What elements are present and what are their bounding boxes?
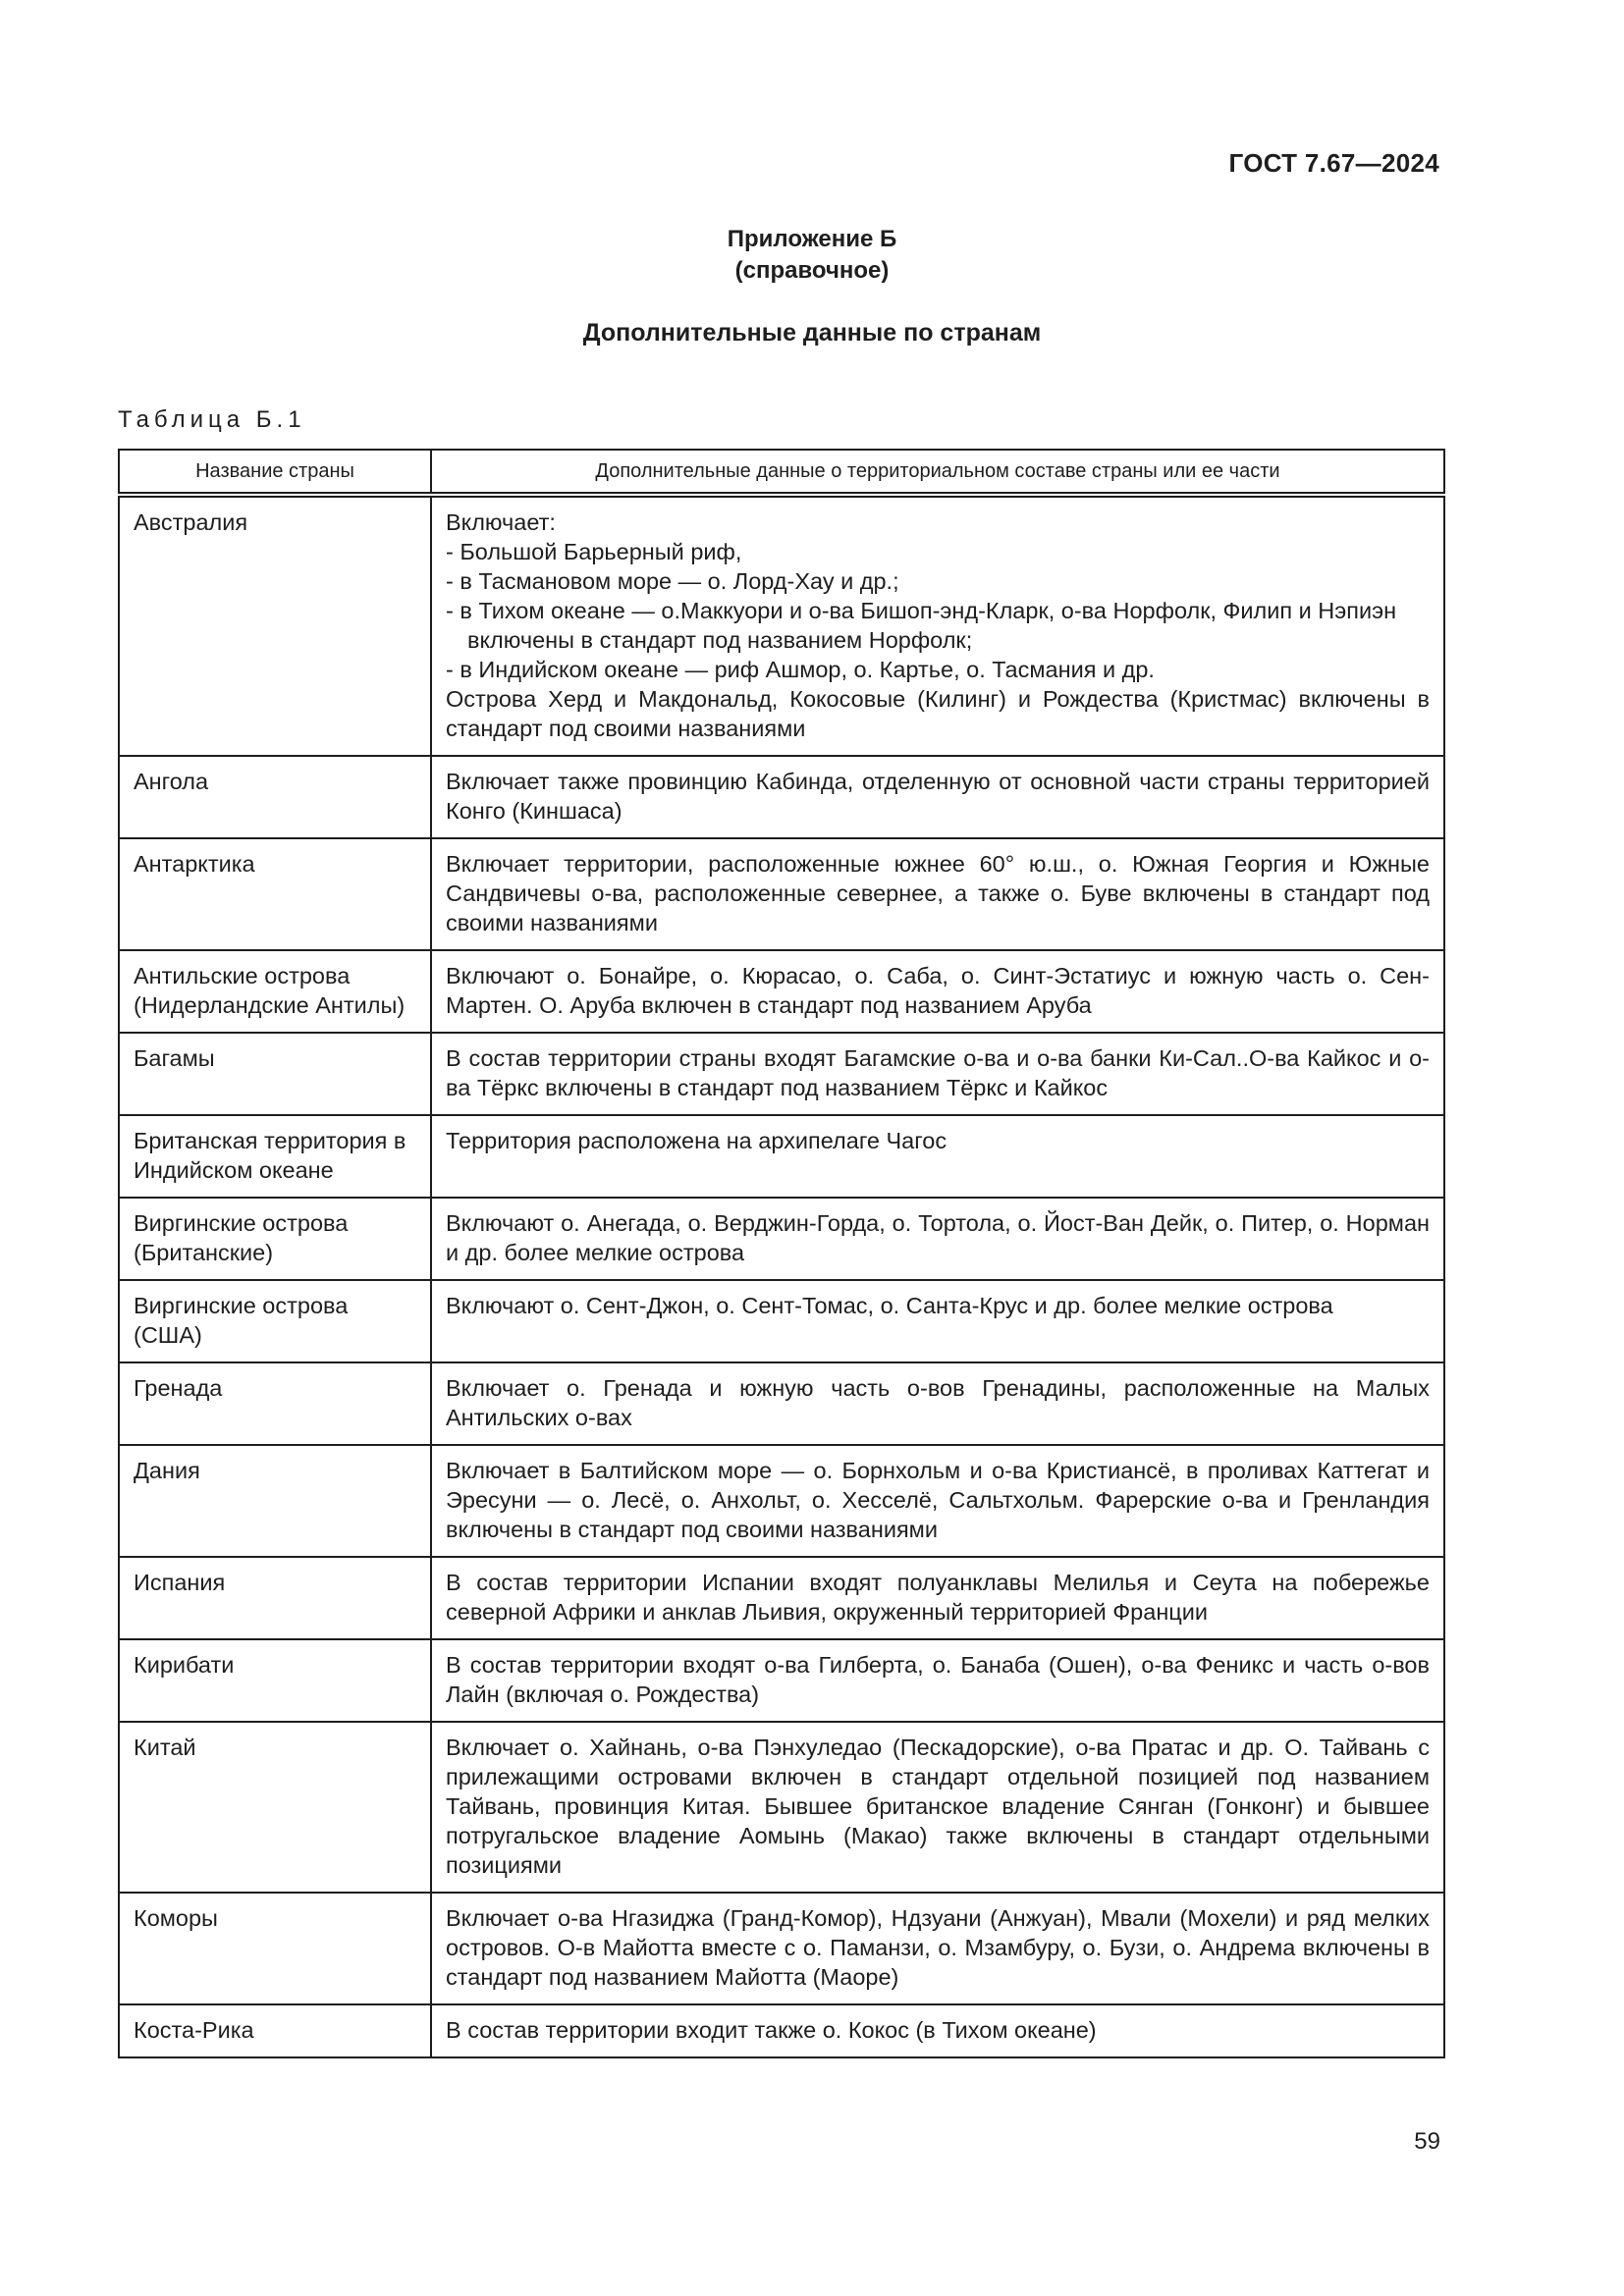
table-row [119,1033,1444,1115]
table-header-row [119,450,1444,495]
country-details-cell: Включают о. Бонайре, о. Кюрасао, о. Саба, о. Синт-Эстатиус и южную часть о. Сен-Мартен. О. Аруба включен в стандарт под названием Аруба [431,950,1444,1033]
section-title: Дополнительные данные по странам [582,319,1042,347]
details-intro: Включает: [446,509,556,535]
country-name-cell: Багамы [119,1033,431,1115]
document-code: ГОСТ 7.67—2024 [1228,148,1439,178]
country-details-cell: В состав территории Испании входят полуанклавы Мелилья и Сеута на побережье северной Африки и анклав Льивия, окруженный территорией Франции [431,1557,1444,1639]
table-row [119,1722,1444,1893]
table-row [119,950,1444,1033]
table-row [119,1639,1444,1722]
column-header-country: Название страны [119,450,431,495]
details-outro: Острова Херд и Макдональд, Кокосовые (Килинг) и Рождества (Кристмас) включены в стандарт под своими названиями [446,686,1430,741]
country-name-cell: Коста-Рика [119,2004,431,2057]
table-caption: Таблица Б.1 [118,406,306,433]
country-details-cell [431,495,1444,756]
country-details-cell: Территория расположена на архипелаге Чагос [431,1115,1444,1198]
country-details-cell: В состав территории входят о-ва Гилберта, о. Банаба (Ошен), о-ва Феникс и часть о-вов Лайн (включая о. Рождества) [431,1639,1444,1722]
page-number: 59 [1414,2128,1440,2155]
table-row [119,756,1444,838]
country-name-cell: Испания [119,1557,431,1639]
table-row [119,1893,1444,2004]
country-name-cell: Коморы [119,1893,431,2004]
table-row [119,1557,1444,1639]
country-name-cell: Гренада [119,1362,431,1445]
country-details-cell: Включает о. Хайнань, о-ва Пэнхуледао (Пескадорские), о-ва Пратас и др. О. Тайвань с прилежащими островами включен в стандарт отдельной позицией под названием Тайвань, провинция Китая. Бывшее британское владение Сянган (Гонконг) и бывшее потругальское владение Аомынь (Макао) также включены в стандарт отдельными позициями [431,1722,1444,1893]
country-details-cell: Включает о. Гренада и южную часть о-вов Гренадины, расположенные на Малых Антильских о-вах [431,1362,1444,1445]
table-row [119,2004,1444,2057]
column-header-details: Дополнительные данные о территориальном составе страны или ее части [431,450,1444,495]
country-name-cell: Антарктика [119,838,431,950]
country-name-cell: Британская территория в Индийском океане [119,1115,431,1198]
country-details-cell: Включает в Балтийском море — о. Борнхольм и о-ва Кристиансё, в проливах Каттегат и Эресуни — о. Лесё, о. Анхольт, о. Хесселё, Сальтхольм. Фарерские о-ва и Гренландия включены в стандарт под своими названиями [431,1445,1444,1557]
country-name-cell: Виргинские острова (Британские) [119,1198,431,1280]
details-list-item: - Большой Барьерный риф, [446,539,742,564]
country-details-cell: Включает о-ва Нгазиджа (Гранд-Комор), Ндзуани (Анжуан), Мвали (Мохели) и ряд мелких островов. О-в Майотта вместе с о. Паманзи, о. Мзамбуру, о. Бузи, о. Андрема включены в стандарт под названием Майотта (Маоре) [431,1893,1444,2004]
country-name-cell: Австралия [119,495,431,756]
table-row [119,1445,1444,1557]
country-name-cell: Китай [119,1722,431,1893]
countries-table-container [118,449,1443,2058]
country-name-cell: Виргинские острова (США) [119,1280,431,1362]
country-name-cell: Ангола [119,756,431,838]
countries-table [118,449,1445,2058]
country-details-cell: Включает также провинцию Кабинда, отделенную от основной части страны территорией Конго (Киншаса) [431,756,1444,838]
country-name-cell: Антильские острова (Нидерландские Антилы) [119,950,431,1033]
appendix-subtitle: (справочное) [734,257,890,284]
table-row [119,1362,1444,1445]
table-row [119,495,1444,756]
country-details-cell: В состав территории входит также о. Кокос (в Тихом океане) [431,2004,1444,2057]
table-row [119,838,1444,950]
country-name-cell: Кирибати [119,1639,431,1722]
details-list-item: - в Индийском океане — риф Ашмор, о. Картье, о. Тасмания и др. [446,657,1155,682]
details-list-item: - в Тасмановом море — о. Лорд-Хау и др.; [446,568,899,594]
table-row [119,1198,1444,1280]
country-details-cell: В состав территории страны входят Багамские о-ва и о-ва банки Ки-Сал..О-ва Кайкос и о-ва Тёркс включены в стандарт под названием Тёркс и Кайкос [431,1033,1444,1115]
table-row [119,1115,1444,1198]
table-row [119,1280,1444,1362]
country-details-cell: Включают о. Анегада, о. Верджин-Горда, о. Тортола, о. Йост-Ван Дейк, о. Питер, о. Норман и др. более мелкие острова [431,1198,1444,1280]
appendix-heading [0,224,1624,287]
country-name-cell: Дания [119,1445,431,1557]
country-details-cell: Включает территории, расположенные южнее 60° ю.ш., о. Южная Георгия и Южные Сандвичевы о-ва, расположенные севернее, а также о. Буве включены в стандарт под своими названиями [431,838,1444,950]
details-list-item: - в Тихом океане — о.Маккуори и о-ва Бишоп-энд-Кларк, о-ва Норфолк, Филип и Нэпиэн включены в стандарт под названием Норфолк; [446,598,1397,653]
appendix-title: Приложение Б [727,226,897,252]
country-details-cell: Включают о. Сент-Джон, о. Сент-Томас, о. Санта-Крус и др. более мелкие острова [431,1280,1444,1362]
